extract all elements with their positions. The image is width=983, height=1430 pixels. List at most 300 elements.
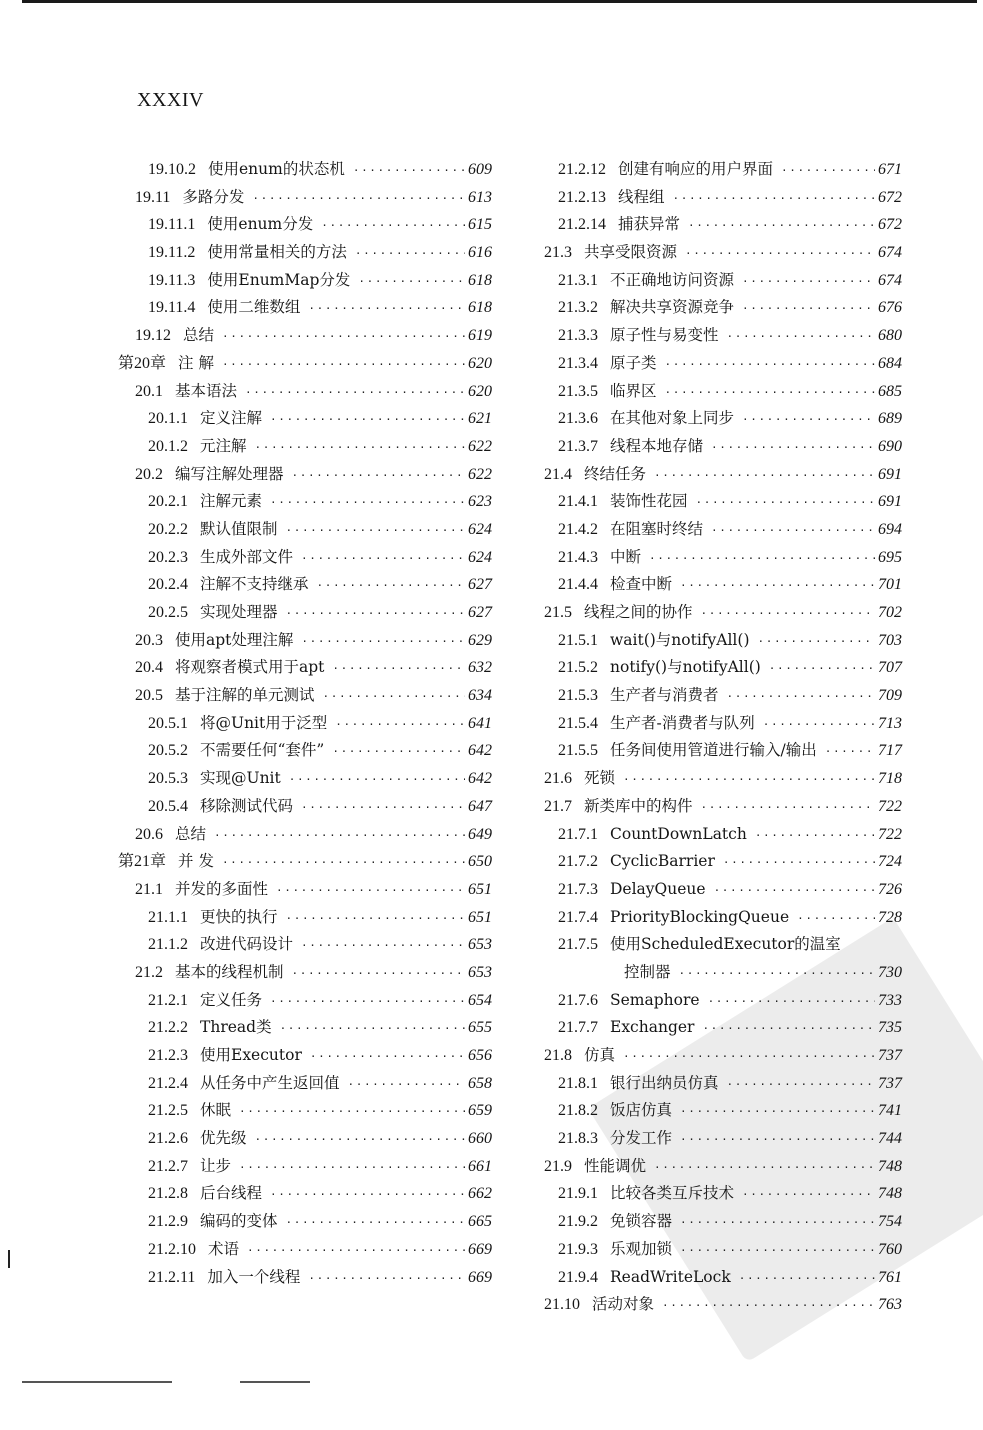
toc-entry-number: 第21章	[118, 853, 167, 871]
leader-dots	[255, 1126, 465, 1154]
toc-entry-title: 乐观加锁	[610, 1239, 673, 1258]
toc-entry-title: 注解不支持继承	[200, 575, 309, 594]
leader-dots	[688, 212, 875, 240]
toc-entry-number: 21.10	[544, 1296, 580, 1314]
toc-entry-number: 20.1.2	[148, 437, 188, 455]
toc-entry-title: 线程本地存储	[610, 436, 704, 455]
leader-dots	[727, 1071, 875, 1099]
toc-entry-subsection	[118, 544, 492, 572]
toc-entry-number: 21.1.1	[148, 908, 188, 926]
leader-dots	[755, 822, 875, 850]
toc-entry-page: 754	[878, 1213, 902, 1231]
toc-entry-subsection	[118, 571, 492, 599]
leader-dots	[623, 766, 875, 794]
toc-entry-page: 651	[468, 880, 492, 898]
toc-entry-page: 618	[468, 299, 492, 317]
leader-dots	[680, 1237, 875, 1265]
toc-entry-title: 创建有响应的用户界面	[618, 160, 774, 178]
toc-entry-number: 21.3	[544, 244, 572, 262]
toc-entry-page: 642	[468, 770, 492, 788]
toc-entry-chapter	[118, 848, 492, 876]
toc-entry-subsection	[544, 1097, 902, 1125]
toc-entry-number: 第20章	[118, 354, 167, 372]
toc-entry-number: 20.5.3	[148, 770, 188, 788]
leader-dots	[301, 932, 465, 960]
toc-entry-subsection	[118, 516, 492, 544]
toc-entry-title: 实现@Unit	[200, 769, 281, 788]
toc-entry-number: 21.5.2	[558, 659, 598, 677]
toc-entry-title: 终结任务	[584, 464, 647, 483]
leader-dots	[623, 1043, 875, 1071]
leader-dots	[321, 212, 465, 240]
toc-entry-page: 655	[468, 1019, 492, 1037]
toc-entry-subsection	[118, 1153, 492, 1181]
toc-entry-title: 检查中断	[610, 575, 673, 594]
toc-entry-title: CyclicBarrier	[610, 852, 715, 871]
toc-entry-subsection	[118, 1070, 492, 1098]
toc-entry-subsection	[544, 211, 902, 239]
leader-dots	[335, 711, 465, 739]
toc-entry-title: 使用常量相关的方法	[207, 243, 347, 262]
leader-dots	[825, 738, 875, 766]
leader-dots	[680, 1126, 875, 1154]
toc-entry-number: 21.2.10	[148, 1240, 196, 1258]
leader-dots	[286, 517, 465, 545]
leader-dots	[222, 351, 465, 379]
toc-entry-title: 死锁	[584, 769, 616, 788]
leader-dots	[222, 849, 465, 877]
toc-entry-subsection	[118, 931, 492, 959]
toc-entry-number: 20.2.3	[148, 548, 188, 566]
toc-entry-page: 618	[468, 271, 492, 289]
toc-entry-title: 线程组	[618, 187, 665, 206]
toc-entry-title: 银行出纳员仿真	[610, 1073, 719, 1092]
toc-entry-page: 691	[878, 493, 902, 511]
toc-entry-page: 722	[878, 797, 902, 815]
leader-dots	[701, 600, 875, 628]
toc-entry-title: 生产者与消费者	[610, 686, 719, 705]
toc-entry-title: 基本语法	[175, 381, 238, 400]
toc-entry-title: 性能调优	[584, 1156, 647, 1175]
toc-entry-number: 19.12	[135, 327, 171, 345]
toc-entry-page: 662	[468, 1185, 492, 1203]
toc-entry-number: 19.11.4	[148, 299, 196, 317]
toc-entry-page: 695	[878, 548, 902, 566]
toc-entry-page: 730	[878, 963, 902, 981]
toc-entry-subsection	[118, 1236, 492, 1264]
toc-entry-title: 从任务中产生返回值	[200, 1073, 340, 1092]
toc-entry-number: 20.2.4	[148, 576, 188, 594]
toc-entry-number: 20.6	[135, 825, 163, 843]
toc-entry-title: 使用ScheduledExecutor的温室	[610, 935, 841, 954]
toc-entry-subsection	[544, 821, 902, 849]
toc-entry-number: 19.11.3	[148, 271, 196, 289]
toc-entry-subsection	[544, 1264, 902, 1292]
toc-entry-number: 21.7.6	[558, 991, 598, 1009]
toc-entry-subsection	[544, 627, 902, 655]
toc-entry-number: 21.2.4	[148, 1074, 188, 1092]
toc-entry-title: 并发的多面性	[175, 879, 269, 898]
toc-entry-title: Thread类	[200, 1018, 272, 1037]
leader-dots	[286, 905, 465, 933]
toc-entry-subsection	[118, 267, 492, 295]
toc-entry-page: 642	[468, 742, 492, 760]
toc-entry-subsection	[544, 1236, 902, 1264]
leader-dots	[711, 434, 875, 462]
toc-entry-page: 713	[878, 714, 902, 732]
toc-entry-page: 709	[878, 687, 902, 705]
toc-entry-section	[544, 793, 902, 821]
toc-entry-page: 669	[468, 1268, 492, 1286]
toc-entry-page: 689	[878, 410, 902, 428]
toc-entry-subsection	[118, 1264, 492, 1292]
toc-entry-section	[118, 959, 492, 987]
toc-entry-page: 703	[878, 631, 902, 649]
leader-dots	[270, 988, 465, 1016]
leader-dots	[239, 1098, 465, 1126]
toc-entry-number: 20.1	[135, 382, 163, 400]
toc-entry-page: 733	[878, 991, 902, 1009]
toc-entry-page: 654	[468, 991, 492, 1009]
toc-entry-page: 676	[878, 299, 902, 317]
toc-entry-section	[118, 627, 492, 655]
leader-dots	[355, 240, 465, 268]
toc-entry-section	[118, 682, 492, 710]
leader-dots	[769, 655, 875, 683]
toc-entry-page: 685	[878, 382, 902, 400]
toc-entry-page: 701	[878, 576, 902, 594]
toc-entry-title: 共享受限资源	[584, 243, 678, 262]
toc-entry-title: 基本的线程机制	[175, 962, 284, 981]
toc-entry-page: 653	[468, 936, 492, 954]
toc-entry-number: 21.3.3	[558, 327, 598, 345]
toc-entry-number: 21.3.2	[558, 299, 598, 317]
toc-entry-number: 21.5.4	[558, 714, 598, 732]
leader-dots	[714, 877, 875, 905]
toc-entry-number: 20.5.2	[148, 742, 188, 760]
toc-entry-subsection	[544, 654, 902, 682]
leader-dots	[286, 600, 465, 628]
toc-entry-subsection	[118, 1014, 492, 1042]
leader-dots	[308, 1265, 465, 1293]
toc-entry-title: PriorityBlockingQueue	[610, 907, 790, 926]
toc-entry-subsection	[118, 765, 492, 793]
toc-entry-number: 20.5.1	[148, 714, 188, 732]
toc-entry-title: 仿真	[584, 1046, 616, 1064]
toc-entry-number: 19.10.2	[148, 161, 196, 178]
toc-entry-section	[544, 599, 902, 627]
toc-entry-page: 660	[468, 1130, 492, 1148]
toc-entry-page: 623	[468, 493, 492, 511]
toc-entry-page: 619	[468, 327, 492, 345]
toc-entry-page: 620	[468, 382, 492, 400]
toc-entry-section	[118, 378, 492, 406]
toc-entry-subsection	[544, 876, 902, 904]
toc-entry-page: 690	[878, 437, 902, 455]
leader-dots	[742, 295, 875, 323]
leader-dots	[280, 1015, 465, 1043]
toc-entry-title: 饭店仿真	[610, 1101, 673, 1120]
toc-entry-number: 21.2.9	[148, 1213, 188, 1231]
toc-entry-title: 比较各类互斥技术	[610, 1184, 735, 1203]
toc-entry-title: 线程之间的协作	[584, 603, 693, 621]
toc-entry-title: 让步	[200, 1156, 232, 1175]
toc-entry-section	[118, 821, 492, 849]
toc-entry-page: 724	[878, 853, 902, 871]
toc-entry-section	[118, 322, 492, 350]
scan-mark	[240, 1381, 310, 1383]
toc-entry-subsection	[118, 239, 492, 267]
leader-dots	[696, 489, 875, 517]
toc-entry-number: 21.9.3	[558, 1240, 598, 1258]
toc-entry-section	[544, 239, 902, 267]
toc-entry-number: 21.7.1	[558, 825, 598, 843]
leader-dots	[742, 1181, 875, 1209]
toc-entry-subsection	[118, 1125, 492, 1153]
leader-dots	[222, 323, 465, 351]
leader-dots	[708, 988, 875, 1016]
top-border-rule	[22, 0, 977, 3]
toc-entry-number: 20.5	[135, 687, 163, 705]
toc-entry-title: 编码的变体	[200, 1212, 278, 1231]
toc-entry-number: 19.11.1	[148, 216, 196, 234]
toc-entry-number: 20.2.2	[148, 520, 188, 538]
toc-entry-subsection	[118, 904, 492, 932]
toc-entry-subsection	[544, 1070, 902, 1098]
toc-entry-number: 21.9	[544, 1157, 572, 1175]
toc-entry-title: 将观察者模式用于apt	[175, 658, 325, 677]
toc-entry-subsection	[544, 987, 902, 1015]
leader-dots	[654, 1154, 875, 1182]
toc-entry-number: 21.9.1	[558, 1185, 598, 1203]
toc-entry-page: 718	[878, 770, 902, 788]
toc-entry-page: 647	[468, 797, 492, 815]
toc-entry-number: 21.1.2	[148, 936, 188, 954]
toc-entry-page: 748	[878, 1157, 902, 1175]
toc-entry-number: 21.1	[135, 880, 163, 898]
toc-entry-page: 694	[878, 520, 902, 538]
toc-entry-page: 702	[878, 604, 902, 621]
leader-dots	[255, 434, 465, 462]
toc-entry-title: 原子类	[610, 353, 657, 372]
toc-entry-title: 更快的执行	[200, 907, 278, 926]
leader-dots	[701, 794, 875, 822]
toc-entry-title: 临界区	[610, 381, 657, 400]
toc-entry-page: 680	[878, 327, 902, 345]
toc-entry-page: 641	[468, 714, 492, 732]
toc-entry-title: 使用enum的状态机	[208, 160, 345, 178]
leader-dots	[348, 1071, 465, 1099]
leader-dots	[723, 849, 875, 877]
toc-entry-title: 将@Unit用于泛型	[200, 713, 328, 732]
leader-dots	[286, 1209, 465, 1237]
toc-entry-number: 20.4	[135, 659, 163, 677]
leader-dots	[332, 655, 465, 683]
toc-entry-title: ReadWriteLock	[610, 1267, 731, 1286]
toc-entry-number: 21.2.5	[148, 1102, 188, 1120]
toc-entry-title: 解决共享资源竞争	[610, 298, 735, 317]
toc-entry-page: 621	[468, 410, 492, 428]
toc-entry-subsection	[544, 516, 902, 544]
toc-entry-subsection	[544, 322, 902, 350]
toc-entry-number: 21.8.2	[558, 1102, 598, 1120]
toc-entry-number: 20.2.5	[148, 604, 188, 621]
toc-entry-number: 21.9.2	[558, 1213, 598, 1231]
toc-entry-page: 634	[468, 687, 492, 705]
toc-entry-title: 休眠	[200, 1101, 232, 1120]
toc-entry-subsection	[118, 793, 492, 821]
leader-dots	[270, 1181, 465, 1209]
toc-entry-number: 21.2.12	[558, 161, 606, 178]
toc-entry-title: 优先级	[200, 1129, 247, 1148]
toc-entry-page: 661	[468, 1157, 492, 1175]
toc-entry-page: 728	[878, 908, 902, 926]
toc-entry-subsection	[544, 350, 902, 378]
leader-dots	[654, 462, 875, 490]
toc-entry-number: 21.8.3	[558, 1130, 598, 1148]
leader-dots	[323, 683, 465, 711]
leader-dots	[711, 517, 875, 545]
toc-entry-subsection	[118, 1208, 492, 1236]
toc-entry-subsection	[544, 1180, 902, 1208]
toc-entry-page: 650	[468, 853, 492, 871]
toc-entry-title: 后台线程	[200, 1184, 263, 1203]
toc-entry-subsection	[118, 737, 492, 765]
toc-entry-title: 控制器	[624, 962, 671, 981]
leader-dots	[292, 462, 465, 490]
toc-entry-subsection	[544, 294, 902, 322]
toc-entry-subsection	[118, 599, 492, 627]
toc-entry-subsection	[544, 904, 902, 932]
toc-entry-section	[544, 1153, 902, 1181]
toc-entry-page: 658	[468, 1074, 492, 1092]
toc-entry-page: 672	[878, 216, 902, 234]
toc-entry-title: 不正确地访问资源	[610, 270, 735, 289]
leader-dots	[781, 157, 875, 185]
page-number: XXXIV	[137, 89, 204, 111]
leader-dots	[308, 295, 465, 323]
toc-entry-subsection	[544, 931, 902, 959]
toc-entry-page: 613	[468, 188, 492, 206]
leader-dots	[247, 1237, 465, 1265]
scan-mark	[22, 1381, 172, 1383]
toc-entry-number: 21.2.6	[148, 1130, 188, 1148]
toc-entry-number: 21.2.1	[148, 991, 188, 1009]
toc-entry-page: 616	[468, 244, 492, 262]
toc-entry-page: 744	[878, 1130, 902, 1148]
toc-entry-number: 21.2.14	[558, 216, 606, 234]
toc-entry-page: 624	[468, 548, 492, 566]
toc-entry-title: 新类库中的构件	[584, 796, 693, 815]
toc-entry-subsection	[544, 156, 902, 184]
leader-dots	[665, 351, 875, 379]
toc-entry-page: 691	[878, 465, 902, 483]
toc-entry-number: 21.5.5	[558, 742, 598, 760]
toc-entry-page: 669	[468, 1240, 492, 1258]
toc-entry-page: 649	[468, 825, 492, 843]
toc-entry-title: 中断	[610, 547, 642, 566]
toc-entry-title: 定义任务	[200, 990, 263, 1009]
leader-dots	[353, 157, 465, 185]
toc-entry-subsection	[544, 682, 902, 710]
toc-entry-number: 21.3.7	[558, 437, 598, 455]
toc-entry-page: 622	[468, 437, 492, 455]
toc-entry-title: 分发工作	[610, 1129, 673, 1148]
toc-entry-subsection	[118, 987, 492, 1015]
toc-entry-title: 改进代码设计	[200, 935, 294, 954]
toc-entry-number: 21.6	[544, 770, 572, 788]
leader-dots	[276, 877, 465, 905]
toc-entry-title: 在阻塞时终结	[610, 519, 704, 538]
toc-entry-number: 21.2.13	[558, 188, 606, 206]
toc-entry-subsection	[118, 1097, 492, 1125]
toc-entry-title: 活动对象	[592, 1295, 655, 1314]
toc-entry-subsection	[118, 294, 492, 322]
leader-dots	[758, 628, 876, 656]
toc-entry-title: 不需要任何“套件”	[200, 741, 325, 760]
toc-entry-chapter	[118, 350, 492, 378]
toc-entry-page: 672	[878, 188, 902, 206]
toc-entry-subsection	[544, 184, 902, 212]
toc-entry-title: 捕获异常	[618, 215, 681, 234]
scan-mark	[8, 1250, 10, 1268]
toc-entry-title: Semaphore	[610, 990, 700, 1009]
leader-dots	[332, 738, 465, 766]
toc-entry-subsection	[118, 433, 492, 461]
toc-entry-subsection	[118, 156, 492, 184]
toc-entry-number: 20.2.1	[148, 493, 188, 511]
toc-entry-subsection	[544, 433, 902, 461]
toc-entry-number: 21.2.11	[148, 1268, 196, 1286]
toc-entry-section	[544, 765, 902, 793]
toc-entry-title: 移除测试代码	[200, 796, 294, 815]
toc-entry-number: 21.4.1	[558, 493, 598, 511]
toc-left-column	[118, 156, 492, 1291]
toc-entry-number: 21.8.1	[558, 1074, 598, 1092]
toc-entry-title: 基于注解的单元测试	[175, 686, 315, 705]
toc-entry-page: 674	[878, 244, 902, 262]
toc-entry-subsection	[544, 710, 902, 738]
leader-dots	[727, 683, 875, 711]
toc-entry-title: 默认值限制	[200, 519, 278, 538]
toc-entry-title: wait()与notifyAll()	[610, 630, 750, 649]
toc-entry-page: 632	[468, 659, 492, 677]
toc-entry-subsection	[118, 1180, 492, 1208]
leader-dots	[214, 822, 465, 850]
toc-entry-subsection	[544, 1014, 902, 1042]
toc-entry-title: 加入一个线程	[207, 1267, 301, 1286]
toc-entry-number: 19.11.2	[148, 244, 196, 262]
leader-dots	[679, 960, 875, 988]
leader-dots	[680, 1098, 875, 1126]
toc-entry-page: 726	[878, 880, 902, 898]
toc-entry-page: 629	[468, 631, 492, 649]
toc-entry-title: 在其他对象上同步	[610, 409, 735, 428]
toc-entry-number: 20.3	[135, 631, 163, 649]
toc-entry-page: 622	[468, 465, 492, 483]
toc-entry-page: 615	[468, 216, 492, 234]
leader-dots	[310, 1043, 465, 1071]
leader-dots	[301, 545, 465, 573]
toc-entry-title: 生成外部文件	[200, 547, 294, 566]
toc-entry-number: 21.7.4	[558, 908, 598, 926]
toc-entry-number: 20.5.4	[148, 797, 188, 815]
toc-entry-page: 609	[468, 161, 492, 178]
toc-entry-number: 20.1.1	[148, 410, 188, 428]
leader-dots	[301, 628, 465, 656]
toc-entry-number: 21.5.1	[558, 631, 598, 649]
leader-dots	[702, 1015, 875, 1043]
